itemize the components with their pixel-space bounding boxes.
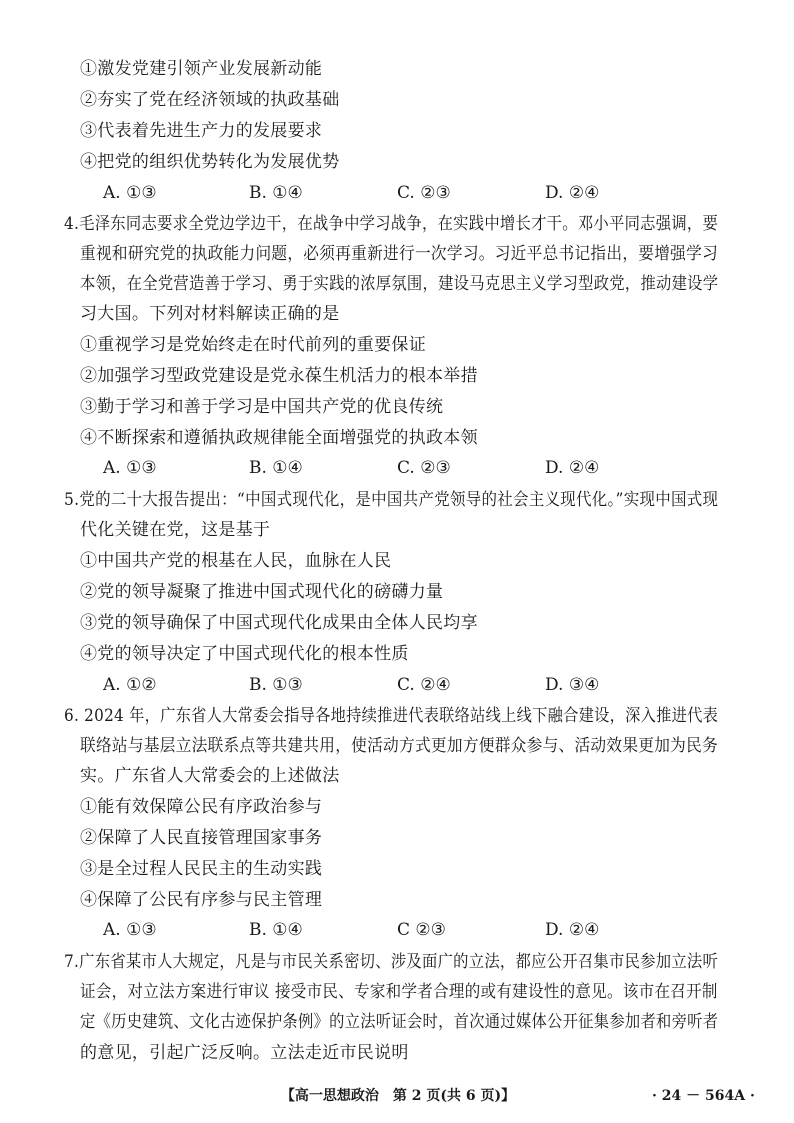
q6-item-1: ①能有效保障公民有序政治参与 [80, 797, 323, 817]
q6-stem-line-2: 联络站与基层立法联系点等共建共用，使活动方式更加方便群众参与、活动效果更加为民务 [80, 736, 719, 756]
q5-option-b: B. ①③ [249, 675, 303, 695]
q4-item-1: ①重视学习是党始终走在时代前列的重要保证 [80, 335, 426, 355]
q4-option-a: A. ①③ [103, 458, 157, 478]
q6-option-a: A. ①③ [103, 920, 157, 940]
q4-stem-line-4: 习大国。下列对材料解读正确的是 [80, 304, 340, 324]
q4-option-b: B. ①④ [249, 458, 303, 478]
q7-stem-line-4: 的意见，引起广泛反响。立法走近市民说明 [80, 1043, 409, 1063]
q3-item-2: ②夯实了党在经济领域的执政基础 [80, 90, 340, 110]
q6-option-b: B. ①④ [249, 920, 303, 940]
q7-stem-line-2: 证会，对立法方案进行审议 接受市民、专家和学者合理的或有建设性的意见。该市在召开制 [80, 982, 718, 1002]
q5-stem-line-1: 5.党的二十大报告提出：“中国式现代化，是中国共产党领导的社会主义现代化。”实现中国式现 [64, 490, 719, 510]
q4-item-4: ④不断探索和遵循执政规律能全面增强党的执政本领 [80, 428, 478, 448]
q5-item-1: ①中国共产党的根基在人民，血脉在人民 [80, 551, 392, 571]
q7-stem-line-1: 7.广东省某市人大规定，凡是与市民关系密切、涉及面广的立法，都应公开召集市民参加立法听 [64, 952, 719, 972]
q6-option-d: D. ②④ [545, 920, 600, 940]
footer-exam-code: · 24 － 564A · [652, 1088, 755, 1104]
q6-stem-line-1: 6. 2024 年，广东省人大常委会指导各地持续推进代表联络站线上线下融合建设，深入推进代表 [64, 706, 719, 726]
q4-stem-line-1: 4.毛泽东同志要求全党边学边干，在战争中学习战争，在实践中增长才干。邓小平同志强调，要 [64, 214, 719, 234]
q5-option-c: C. ②④ [397, 675, 451, 695]
q6-stem-line-3: 实。广东省人大常委会的上述做法 [80, 766, 340, 786]
q4-stem-line-2: 重视和研究党的执政能力问题，必须再重新进行一次学习。习近平总书记指出，要增强学习 [80, 244, 719, 264]
q4-item-2: ②加强学习型政党建设是党永葆生机活力的根本举措 [80, 366, 478, 386]
q5-stem-line-2: 代化关键在党，这是基于 [80, 520, 271, 540]
page-footer [0, 1083, 794, 1109]
q4-option-c: C. ②③ [397, 458, 451, 478]
q6-item-2: ②保障了人民直接管理国家事务 [80, 828, 323, 848]
q3-option-a: A. ①③ [103, 183, 157, 203]
q3-item-1: ①激发党建引领产业发展新动能 [80, 59, 323, 79]
q4-option-d: D. ②④ [545, 458, 600, 478]
q5-item-3: ③党的领导确保了中国式现代化成果由全体人民均享 [80, 613, 478, 633]
q4-stem-line-3: 本领，在全党营造善于学习、勇于实践的浓厚氛围，建设马克思主义学习型政党，推动建设学 [80, 274, 719, 294]
q3-option-d: D. ②④ [545, 183, 600, 203]
q5-option-d: D. ③④ [545, 675, 600, 695]
q6-item-4: ④保障了公民有序参与民主管理 [80, 890, 323, 910]
q5-item-2: ②党的领导凝聚了推进中国式现代化的磅礴力量 [80, 582, 444, 602]
q6-item-3: ③是全过程人民民主的生动实践 [80, 859, 323, 879]
q3-item-4: ④把党的组织优势转化为发展优势 [80, 152, 340, 172]
q5-option-a: A. ①② [103, 675, 157, 695]
q3-option-c: C. ②③ [397, 183, 451, 203]
q3-option-b: B. ①④ [249, 183, 303, 203]
q4-item-3: ③勤于学习和善于学习是中国共产党的优良传统 [80, 397, 444, 417]
q3-item-3: ③代表着先进生产力的发展要求 [80, 121, 323, 141]
q6-option-c: C ②③ [397, 920, 446, 940]
footer-page-info: 【高一思想政治 第 2 页(共 6 页)】 [280, 1088, 516, 1104]
q7-stem-line-3: 定《历史建筑、文化古迹保护条例》的立法听证会时，首次通过媒体公开征集参加者和旁听者 [80, 1012, 719, 1032]
q5-item-4: ④党的领导决定了中国式现代化的根本性质 [80, 644, 409, 664]
